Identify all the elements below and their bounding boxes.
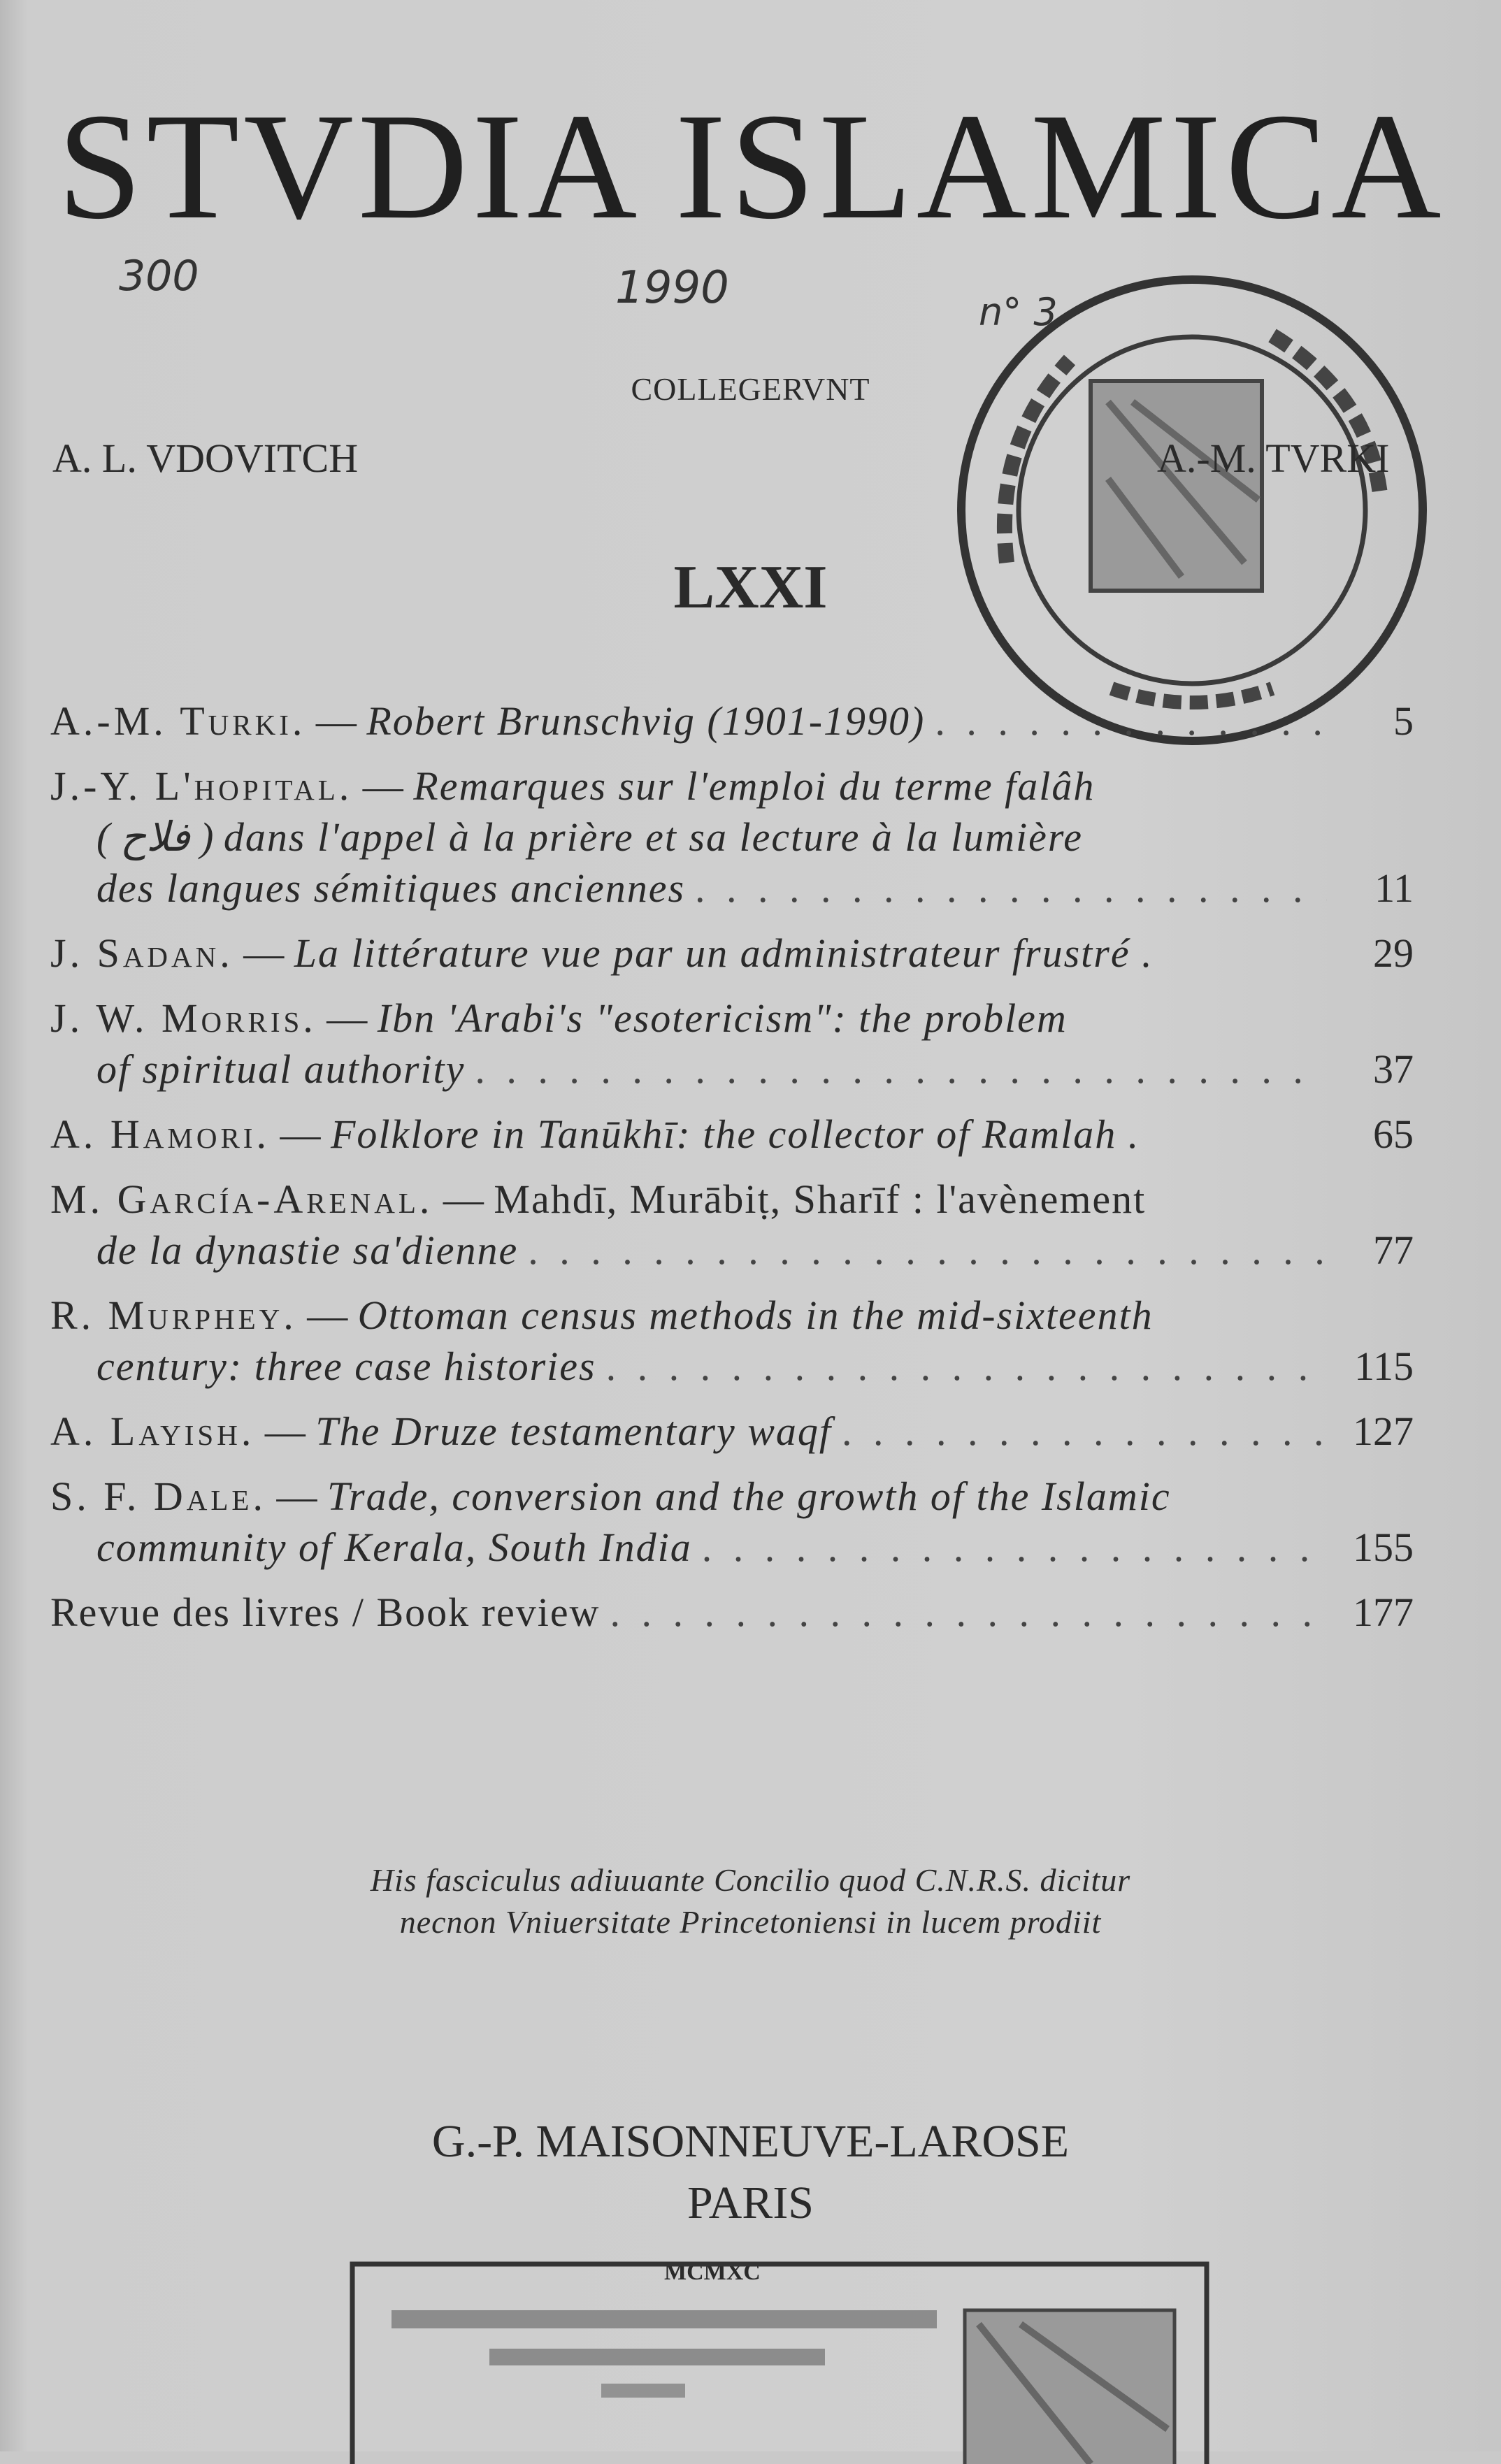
toc-author: S. F. Dale. — [50, 1474, 266, 1519]
toc-author: R. Murphey. — [50, 1292, 297, 1338]
toc-page: 65 — [1373, 1111, 1414, 1157]
sponsorship-line: His fasciculus adiuuante Concilio quod C.N.R.S. dicitur — [370, 1862, 1131, 1898]
toc-title-continued: de la dynastie sa'dienne — [96, 1227, 519, 1273]
toc-entry: S. F. Dale. — Trade, conversion and the growth of the Islamic community of Kerala, South India . . . 155 — [50, 1471, 1414, 1573]
sponsorship-note — [0, 1859, 1501, 1943]
toc-page: 37 — [1373, 1046, 1414, 1092]
toc-title-continued: of spiritual authority — [96, 1046, 466, 1092]
toc-title-continued: ( فلاح ) dans l'appel à la prière et sa lecture à la lumière — [96, 814, 1084, 860]
toc-author: M. García-Arenal. — [50, 1176, 433, 1222]
toc-page: 115 — [1354, 1343, 1414, 1389]
editor-left: A. L. VDOVITCH — [52, 435, 359, 481]
stamp-number: n° 3 — [979, 290, 1058, 334]
collegervnt-label: COLLEGERVNT — [631, 371, 870, 407]
toc-entry: A. Hamori. — Folklore in Tanūkhī: the collector of Ramlah . 65 — [50, 1109, 1414, 1160]
publisher-name: G.-P. MAISONNEUVE-LAROSE — [431, 2116, 1070, 2167]
toc-page: 127 — [1353, 1408, 1414, 1454]
volume-number: LXXI — [673, 554, 828, 621]
publication-year: MCMXC — [664, 2259, 761, 2285]
toc-page: 11 — [1374, 865, 1414, 911]
handwritten-year: 1990 — [615, 262, 729, 314]
toc-title: The Druze testamentary waqf — [315, 1408, 833, 1454]
toc-title: Mahdī, Murābiṭ, Sharīf : l'avènement — [494, 1176, 1147, 1222]
toc-author: J.-Y. L'hopital. — [50, 763, 353, 809]
toc-entry: J. Sadan. — La littérature vue par un administrateur frustré . 29 — [50, 928, 1414, 979]
toc-title-continued: community of Kerala, South India — [96, 1525, 692, 1570]
toc-entry: R. Murphey. — Ottoman census methods in the mid-sixteenth century: three case histories . . . 115 — [50, 1290, 1414, 1392]
toc-author: J. W. Morris. — [50, 995, 317, 1041]
toc-page: 77 — [1373, 1227, 1414, 1273]
toc-author: A. Hamori. — [50, 1111, 270, 1157]
library-box-stamp — [350, 2261, 1209, 2464]
toc-title-continued: century: three case histories — [96, 1343, 596, 1389]
toc-title: Revue des livres / Book review — [50, 1590, 601, 1635]
library-stamp — [951, 269, 1433, 751]
toc-title: La littérature vue par un administrateur frustré . — [294, 930, 1154, 976]
publisher-city: PARIS — [687, 2177, 814, 2228]
toc-entry: M. García-Arenal. — Mahdī, Murābiṭ, Sharīf : l'avènement de la dynastie sa'dienne . . . 77 — [50, 1174, 1414, 1276]
toc-page: 155 — [1353, 1525, 1414, 1570]
toc-entry: J.-Y. L'hopital. — Remarques sur l'emploi du terme falâh ( فلاح ) dans l'appel à la prière et sa lecture à la lumière des langues sémitiques anciennes . . . 11 — [50, 761, 1414, 914]
toc-page: 29 — [1373, 930, 1414, 976]
journal-title: STVDIA ISLAMICA — [57, 82, 1446, 251]
toc-title: Remarques sur l'emploi du terme falâh — [413, 763, 1096, 809]
sponsorship-line: necnon Vniuersitate Princetoniensi in lucem prodiit — [399, 1904, 1102, 1940]
toc-title: Ottoman census methods in the mid-sixteenth — [357, 1292, 1154, 1338]
table-of-contents — [50, 696, 1414, 1652]
toc-page: 5 — [1393, 698, 1414, 744]
editor-right: A.-M. TVRKI — [1157, 435, 1390, 481]
toc-title: Folklore in Tanūkhī: the collector of Ramlah . — [330, 1111, 1140, 1157]
toc-page: 177 — [1353, 1590, 1414, 1635]
toc-title: Trade, conversion and the growth of the Islamic — [326, 1474, 1171, 1519]
toc-entry: J. W. Morris. — Ibn 'Arabi's "esotericism": the problem of spiritual authority . . . 37 — [50, 993, 1414, 1095]
toc-author: J. Sadan. — [50, 930, 234, 976]
toc-author: A. Layish. — [50, 1408, 255, 1454]
toc-title: Robert Brunschvig (1901-1990) — [366, 698, 926, 744]
toc-entry — [50, 1587, 1414, 1638]
toc-title-continued: des langues sémitiques anciennes — [96, 865, 686, 911]
toc-entry: A. Layish. — The Druze testamentary waqf . . . 127 — [50, 1406, 1414, 1457]
toc-entry: A.-M. Turki. — Robert Brunschvig (1901-1990) . . . 5 — [50, 696, 1414, 747]
handwritten-note: 300 — [119, 252, 199, 301]
toc-title: Ibn 'Arabi's "esotericism": the problem — [377, 995, 1068, 1041]
toc-author: A.-M. Turki. — [50, 698, 306, 744]
publisher-block — [0, 2111, 1501, 2234]
